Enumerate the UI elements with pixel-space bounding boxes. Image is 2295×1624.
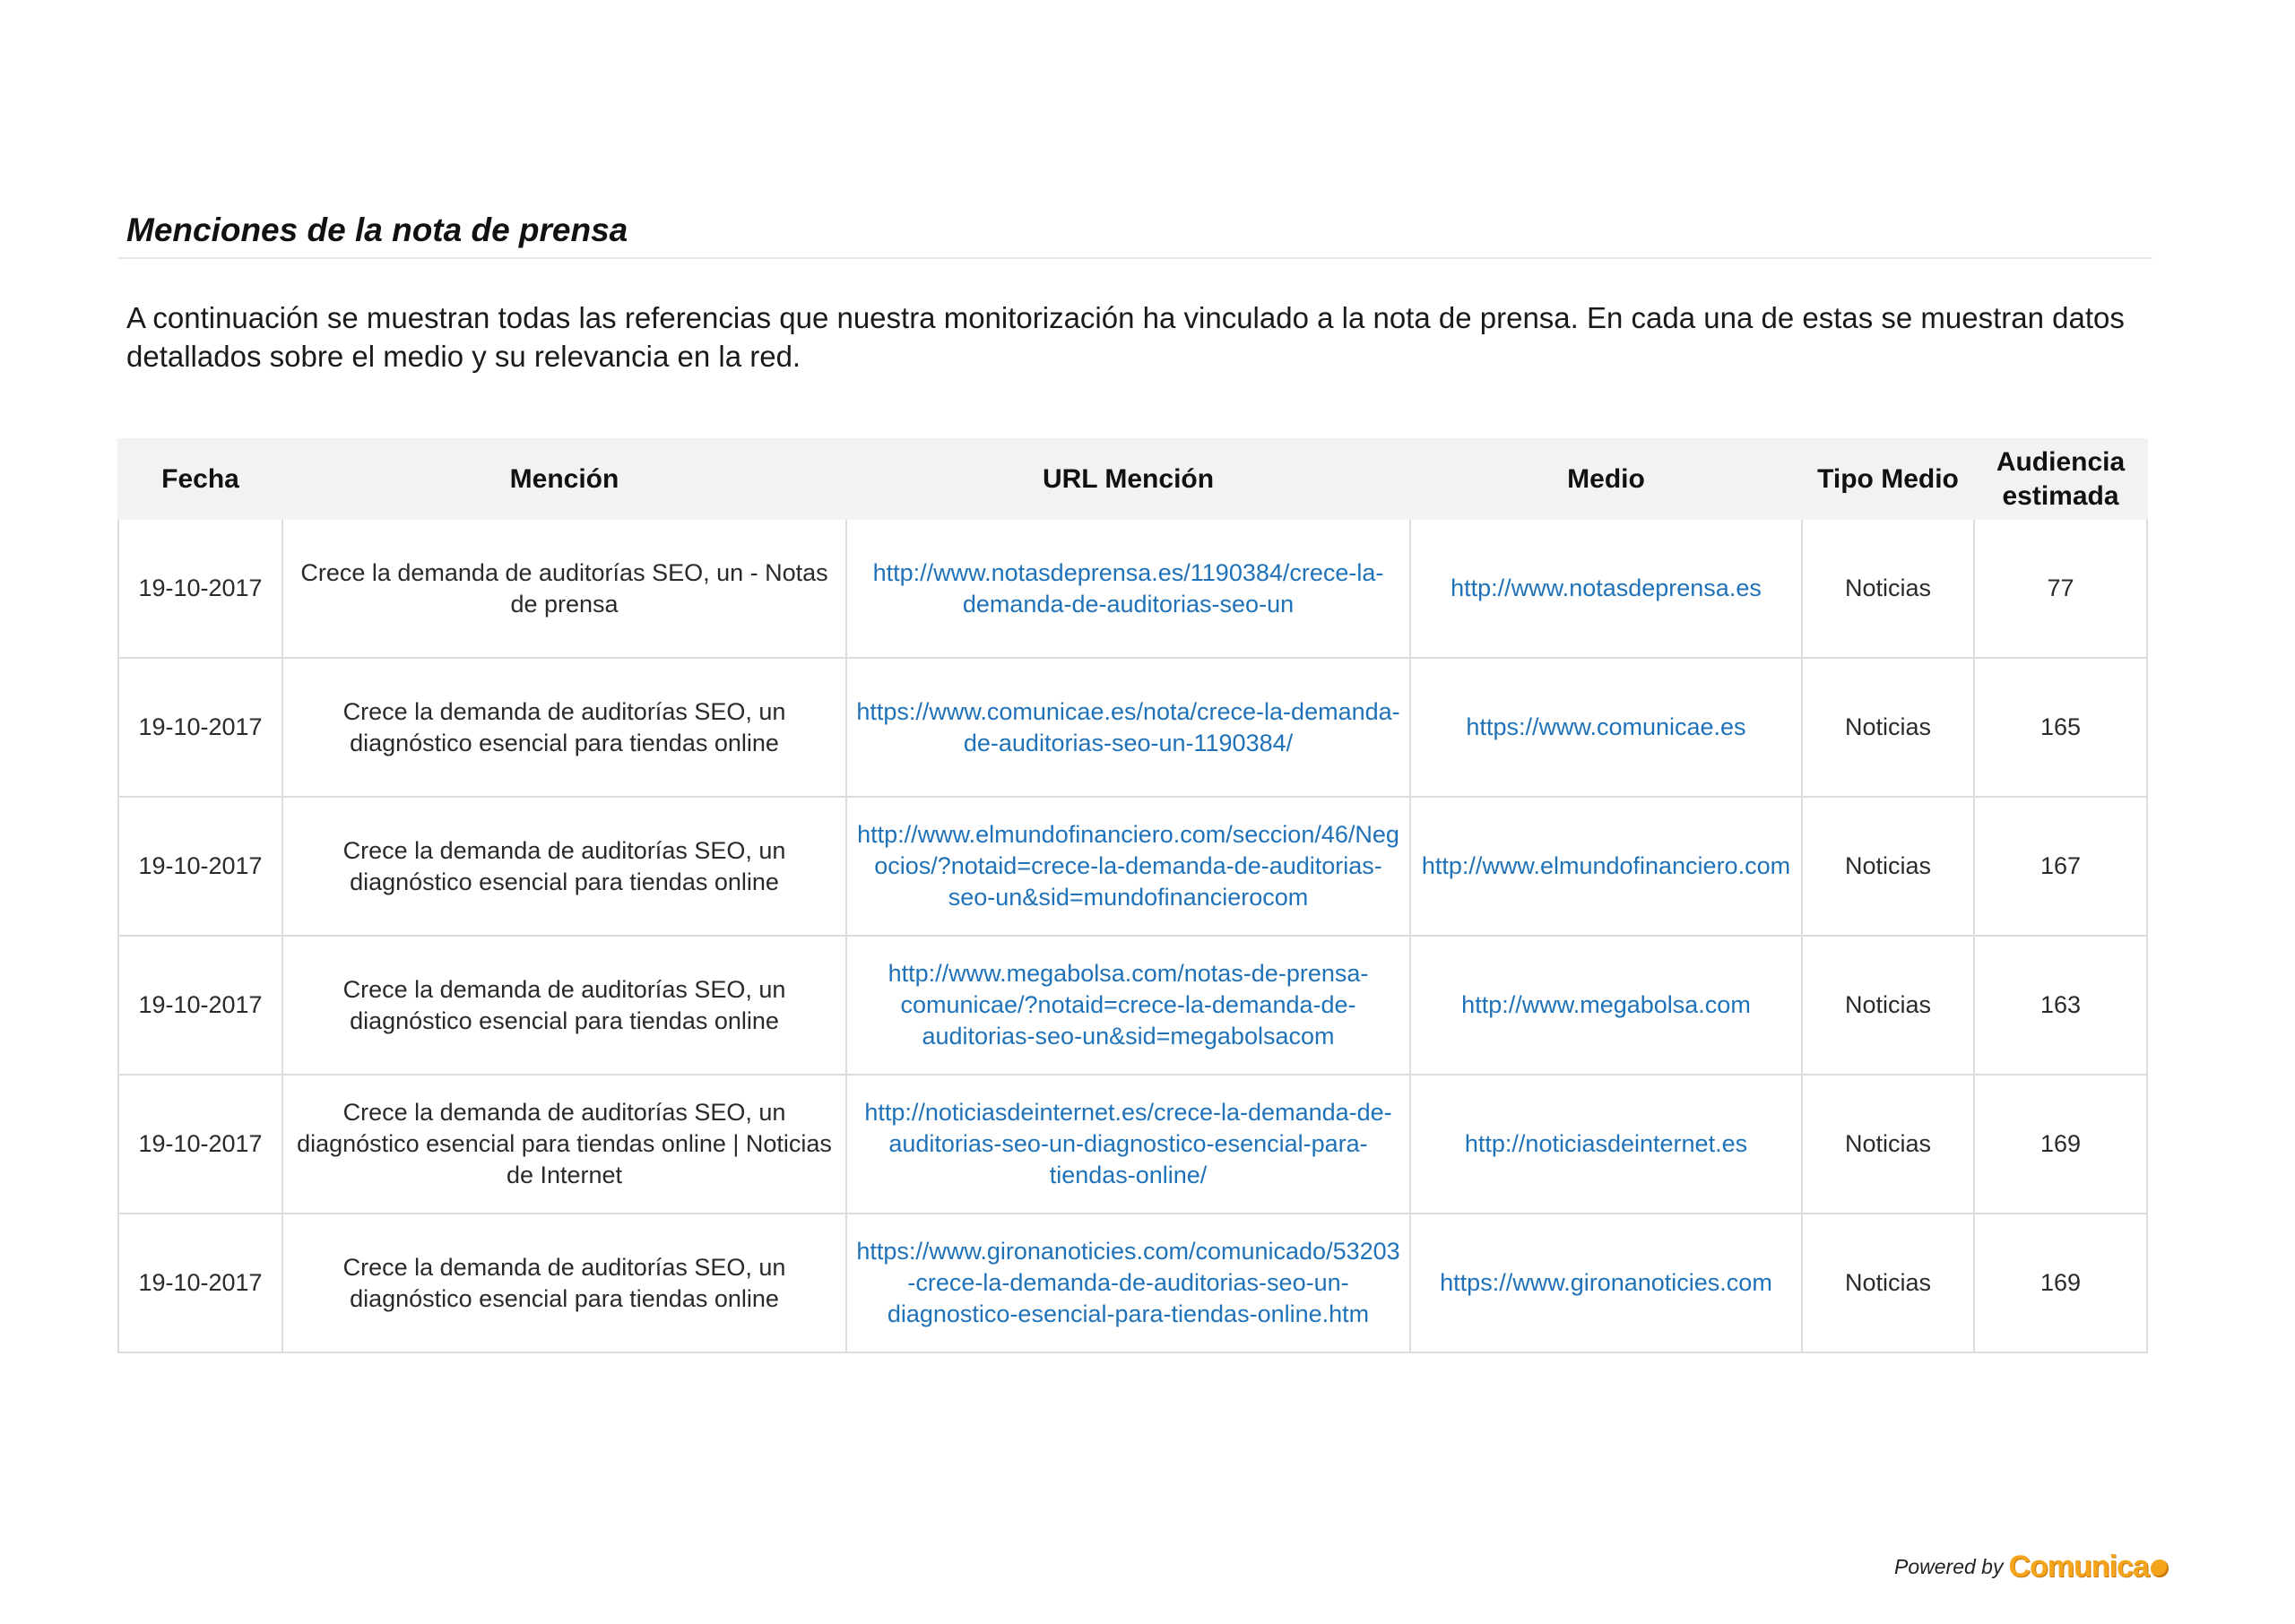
cell-medio-link[interactable]: https://www.comunicae.es (1410, 658, 1802, 797)
cell-fecha: 19-10-2017 (118, 658, 282, 797)
header-fecha: Fecha (118, 439, 282, 519)
table-row (118, 1214, 2147, 1352)
cell-audiencia: 165 (1974, 658, 2147, 797)
comunicae-logo[interactable] (2008, 1550, 2168, 1585)
cell-medio-link[interactable]: http://www.notasdeprensa.es (1410, 519, 1802, 658)
header-mencion: Mención (282, 439, 846, 519)
cell-audiencia: 167 (1974, 797, 2147, 936)
cell-fecha: 19-10-2017 (118, 936, 282, 1075)
powered-by-label: Powered by (1894, 1555, 2004, 1578)
header-tipo-medio: Tipo Medio (1802, 439, 1974, 519)
cell-mencion: Crece la demanda de auditorías SEO, un diagnóstico esencial para tiendas online (282, 1214, 846, 1352)
cell-medio-link[interactable]: http://www.megabolsa.com (1410, 936, 1802, 1075)
cell-tipo: Noticias (1802, 797, 1974, 936)
header-medio: Medio (1410, 439, 1802, 519)
table-header (118, 439, 2147, 519)
cell-mencion: Crece la demanda de auditorías SEO, un diagnóstico esencial para tiendas online (282, 797, 846, 936)
cell-audiencia: 169 (1974, 1075, 2147, 1214)
section-title: Menciones de la nota de prensa (126, 212, 628, 248)
table-row (118, 658, 2147, 797)
cell-mencion: Crece la demanda de auditorías SEO, un diagnóstico esencial para tiendas online (282, 936, 846, 1075)
cell-url-link[interactable]: http://www.elmundofinanciero.com/seccion/46/Negocios/?notaid=crece-la-demanda-de-auditorias-seo-un&sid=mundofinancierocom (846, 797, 1410, 936)
table-row (118, 519, 2147, 658)
cell-medio-link[interactable]: http://www.elmundofinanciero.com (1410, 797, 1802, 936)
cell-url-link[interactable]: http://www.megabolsa.com/notas-de-prensa-comunicae/?notaid=crece-la-demanda-de-auditorias-seo-un&sid=megabolsacom (846, 936, 1410, 1075)
mentions-table (117, 438, 2148, 1353)
cell-mencion: Crece la demanda de auditorías SEO, un - Notas de prensa (282, 519, 846, 658)
cell-tipo: Noticias (1802, 1075, 1974, 1214)
header-audiencia: Audiencia estimada (1974, 439, 2147, 519)
cell-url-link[interactable]: http://noticiasdeinternet.es/crece-la-demanda-de-auditorias-seo-un-diagnostico-esencial-para-tiendas-online/ (846, 1075, 1410, 1214)
cell-audiencia: 77 (1974, 519, 2147, 658)
cell-url-link[interactable]: https://www.comunicae.es/nota/crece-la-demanda-de-auditorias-seo-un-1190384/ (846, 658, 1410, 797)
header-row (118, 439, 2147, 519)
intro-paragraph: A continuación se muestran todas las referencias que nuestra monitorización ha vinculado a la nota de prensa. En cada una de estas se muestran datos detallados sobre el medio y su relevancia en la red. (126, 301, 2125, 373)
cell-medio-link[interactable]: https://www.gironanoticies.com (1410, 1214, 1802, 1352)
cell-url-link[interactable]: http://www.notasdeprensa.es/1190384/crece-la-demanda-de-auditorias-seo-un (846, 519, 1410, 658)
cell-fecha: 19-10-2017 (118, 519, 282, 658)
table-body (118, 519, 2147, 1352)
table-row (118, 936, 2147, 1075)
cell-url-link[interactable]: https://www.gironanoticies.com/comunicado/53203-crece-la-demanda-de-auditorias-seo-un-diagnostico-esencial-para-tiendas-online.htm (846, 1214, 1410, 1352)
cell-mencion: Crece la demanda de auditorías SEO, un diagnóstico esencial para tiendas online (282, 658, 846, 797)
cell-tipo: Noticias (1802, 1214, 1974, 1352)
title-divider (117, 257, 2152, 259)
table-row (118, 797, 2147, 936)
cell-audiencia: 163 (1974, 936, 2147, 1075)
cell-audiencia: 169 (1974, 1214, 2147, 1352)
table-row (118, 1075, 2147, 1214)
cell-fecha: 19-10-2017 (118, 1075, 282, 1214)
cell-fecha: 19-10-2017 (118, 1214, 282, 1352)
logo-text: Comunica (2008, 1550, 2149, 1584)
powered-by-footer (1894, 1550, 2169, 1585)
cell-tipo: Noticias (1802, 519, 1974, 658)
cell-fecha: 19-10-2017 (118, 797, 282, 936)
cell-medio-link[interactable]: http://noticiasdeinternet.es (1410, 1075, 1802, 1214)
cell-mencion: Crece la demanda de auditorías SEO, un diagnóstico esencial para tiendas online | Noticias de Internet (282, 1075, 846, 1214)
cell-tipo: Noticias (1802, 658, 1974, 797)
comunicae-logo-icon (2151, 1559, 2169, 1577)
cell-tipo: Noticias (1802, 936, 1974, 1075)
header-url-mencion: URL Mención (846, 439, 1410, 519)
